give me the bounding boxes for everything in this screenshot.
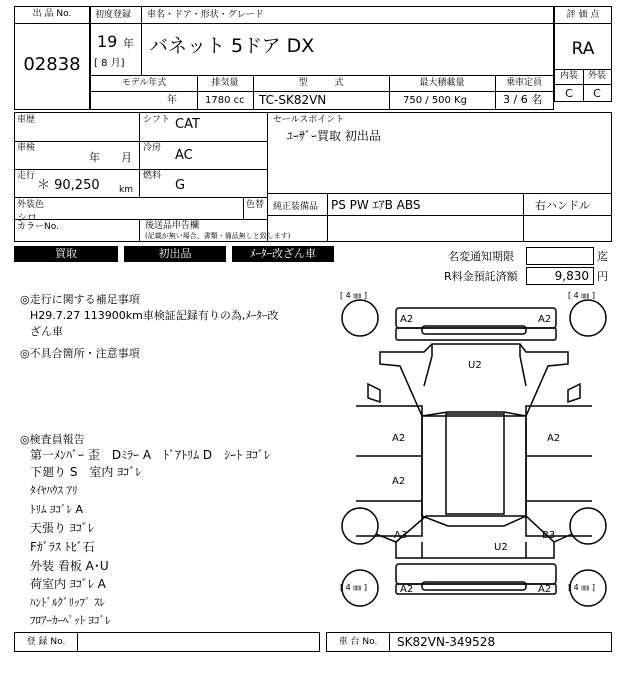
shift-label: シフト <box>143 115 171 125</box>
shift: CAT <box>175 117 200 132</box>
grade: RA <box>571 39 595 59</box>
mark-door-left: A2 <box>392 433 406 444</box>
color-change-label: 色替 <box>246 200 265 210</box>
recycle-value: 9,830 <box>554 269 589 283</box>
fuel: G <box>175 178 186 193</box>
recycle-box <box>526 267 594 285</box>
inspector-line: 第一ﾒﾝﾊﾞｰ 歪 Dﾐﾗｰ A ﾄﾞｱﾄﾘﾑ D ｼｰﾄ ﾖｺﾞﾚ <box>30 448 270 462</box>
capacity: 3 / 6 名 <box>503 93 543 106</box>
grade-label: 評 価 点 <box>566 10 600 20</box>
inspection-month: 月 <box>121 151 132 164</box>
first-reg-month: [ 8 月] <box>94 58 125 69</box>
displacement: 1780 cc <box>205 95 245 106</box>
inspector-line: Fｶﾞﾗｽ ﾄﾋﾞ石 <box>30 540 95 554</box>
lot-number-box <box>14 6 90 110</box>
badge-first-listing: 初出品 <box>124 246 226 262</box>
max-load: 750 / 500 Kg <box>403 95 467 106</box>
mark-front-right: A2 <box>538 314 552 325</box>
tire-depth-fl: [ 4 ㎜ ] <box>340 291 367 300</box>
inspection-year: 年 <box>89 151 100 164</box>
mark-side-left: A2 <box>392 476 406 487</box>
inspector-line: 外装 看板 A･U <box>30 559 109 573</box>
lot-number: 02838 <box>23 54 81 75</box>
chassis-no-box <box>326 632 612 652</box>
inspector-line: 天張り ﾖｺﾞﾚ <box>30 521 94 535</box>
mark-tailgate: U2 <box>494 542 508 553</box>
car-name-box <box>90 6 554 110</box>
inspector-title: ◎検査員報告 <box>20 433 85 446</box>
mileage-notes-title: ◎走行に関する補足事項 <box>20 293 140 306</box>
cooler-label: 冷房 <box>143 143 162 153</box>
grade-box <box>554 6 612 102</box>
inspector-line: ﾀｲﾔﾊｳｽ ｱﾘ <box>30 484 78 497</box>
tire-depth-rr: [ 4 ㎜ ] <box>568 583 595 592</box>
inspector-line: 荷室内 ﾖｺﾞﾚ A <box>30 577 106 591</box>
chassis-no-label: 車 台 No. <box>338 637 378 647</box>
interior-grade: C <box>565 87 573 100</box>
name-change-box <box>526 247 594 265</box>
aftermarket-note: (記載が無い場合、書類・備品無しと致します) <box>145 232 291 240</box>
registration-no-box <box>14 632 320 652</box>
type-label: 型 式 <box>298 78 344 88</box>
model-year: 年 <box>167 95 177 106</box>
mark-rear-right: B3 <box>542 530 556 541</box>
first-reg-year-unit: 年 <box>123 37 134 50</box>
badge-buyback: 買取 <box>14 246 118 262</box>
mileage-notes-line1: H29.7.27 113900km車検証記録有りの為,ﾒｰﾀｰ改 <box>30 309 279 322</box>
exterior-grade: C <box>593 87 601 100</box>
exterior-color: シロ <box>17 213 37 224</box>
mileage-notes-line2: ざん車 <box>30 325 63 338</box>
steering: 右ハンドル <box>535 199 590 212</box>
sales-point: ﾕｰｻﾞｰ買取 初出品 <box>287 129 381 143</box>
equipment-label: 純正装備品 <box>273 202 319 212</box>
displacement-label: 排気量 <box>211 78 239 88</box>
max-load-label: 最大積載量 <box>419 78 465 88</box>
first-reg-label: 初度登録 <box>95 10 132 20</box>
tire-depth-fr: [ 4 ㎜ ] <box>568 291 595 300</box>
inspector-line: 下廻り S 室内 ﾖｺﾞﾚ <box>30 465 142 479</box>
mark-door-right: A2 <box>547 433 561 444</box>
mark-front-left: A2 <box>400 314 414 325</box>
inspector-line: ﾄﾘﾑ ﾖｺﾞﾚ A <box>30 503 84 516</box>
recycle-label: R料金預託済額 <box>444 270 518 283</box>
mileage-unit: km <box>119 185 133 195</box>
model-type: TC-SK82VN <box>259 93 327 107</box>
first-reg-year: 19 <box>97 32 118 51</box>
name-change-label: 名変通知期限 <box>448 250 514 263</box>
mileage: ＊ 90,250 <box>37 178 100 193</box>
equipment: PS PW ｴｱB ABS <box>331 198 421 212</box>
cooler: AC <box>175 148 193 163</box>
color-no-label: カラーNo. <box>17 222 59 232</box>
car-name-label: 車名・ドア・形状・グレード <box>147 10 264 20</box>
defects-title: ◎不具合箇所・注意事項 <box>20 347 140 360</box>
exterior-color-label: 外装色 <box>17 200 45 210</box>
inspection-label: 車検 <box>17 143 36 153</box>
registration-no-label: 登 録 No. <box>26 637 66 647</box>
history-label: 車歴 <box>17 115 36 125</box>
exterior-label: 外装 <box>587 71 606 81</box>
fuel-label: 燃料 <box>143 171 162 181</box>
recycle-unit: 円 <box>597 270 608 283</box>
sales-point-label: セールスポイント <box>273 115 345 125</box>
aftermarket-label: 後送品申告欄 <box>145 221 200 231</box>
car-name: バネット 5ドア DX <box>149 35 315 57</box>
mark-bumper-right: A2 <box>538 584 552 595</box>
chassis-no: SK82VN-349528 <box>397 635 496 649</box>
inspector-line: ﾊﾝﾄﾞﾙｸﾞﾘｯﾌﾟ ｽﾚ <box>30 596 105 609</box>
mark-rear-left: A3 <box>394 530 408 541</box>
model-year-label: モデル年式 <box>121 78 167 88</box>
lot-number-label: 出 品 No. <box>32 9 72 19</box>
mark-hood: U2 <box>468 360 482 371</box>
tire-depth-rl: [ 4 ㎜ ] <box>340 583 367 592</box>
capacity-label: 乗車定員 <box>505 78 542 88</box>
badge-meter-tampered: ﾒｰﾀｰ改ざん車 <box>232 246 334 262</box>
interior-label: 内装 <box>559 71 578 81</box>
mark-bumper-left: A2 <box>400 584 414 595</box>
name-change-unit: 迄 <box>597 250 608 263</box>
details-box <box>14 112 612 242</box>
inspector-line: ﾌﾛｱｰｶｰﾍﾟｯﾄ ﾖｺﾞﾚ <box>30 614 111 627</box>
car-damage-diagram <box>336 286 612 630</box>
mileage-label: 走行 <box>17 171 36 181</box>
